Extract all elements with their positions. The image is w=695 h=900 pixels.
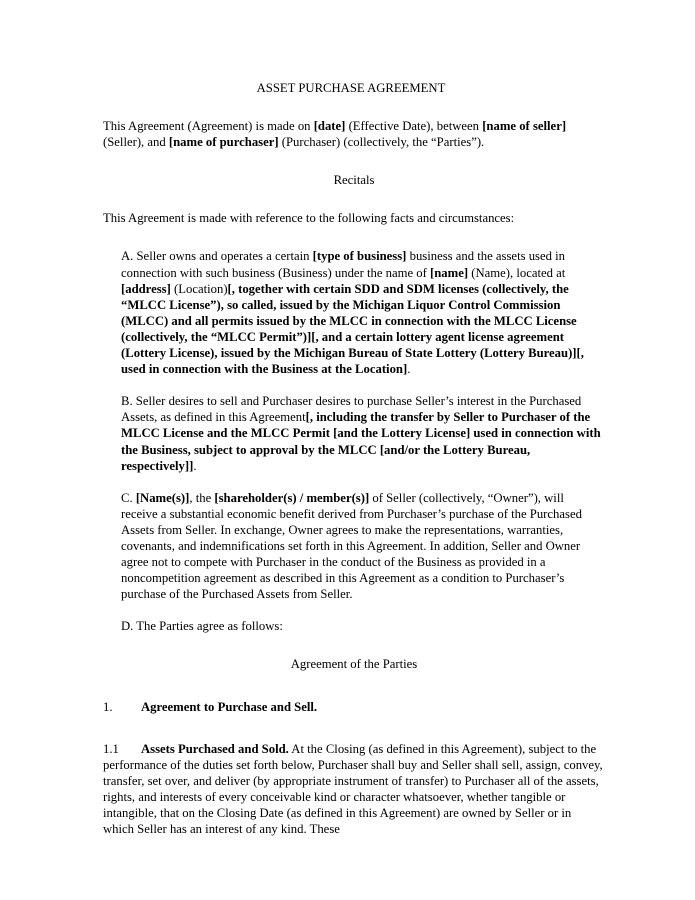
recital-b-text-2: . <box>193 458 197 473</box>
recital-b <box>121 393 601 473</box>
recital-a-text-5: . <box>407 362 411 377</box>
preamble-placeholder-purchaser: [name of purchaser] <box>168 135 279 150</box>
spacer <box>103 634 605 656</box>
recital-a-text-3: (Name), located at <box>468 265 566 280</box>
recitals-heading: Recitals <box>333 173 375 188</box>
recitals-intro: This Agreement is made with reference to the following facts and circumstances: <box>103 211 515 226</box>
preamble-placeholder-date: [date] <box>313 119 346 134</box>
recital-c-placeholder-names: [Name(s)] <box>135 490 190 505</box>
spacer <box>103 150 605 172</box>
recital-c-text-3: of Seller (collectively, “Owner”), will receive a substantial economic benefit derived from Purchaser’s purchase of the Purchased Assets from Seller. In exchange, Owner agrees to make the representations, warranties, covenants, and indemnifications set forth in this Agreement. In addition, Seller and Owner agree not to compete with Purchaser in the conduct of the Business as provided in a noncompetition agreement as described in this Agreement as a condition to Purchaser’s purchase of the Purchased Assets from Seller. <box>121 490 582 602</box>
recital-a-placeholder-business-type: [type of business] <box>312 249 407 264</box>
recital-a-placeholder-address: [address] <box>121 281 171 296</box>
preamble-paragraph <box>103 118 605 150</box>
agreement-heading: Agreement of the Parties <box>290 657 418 672</box>
recital-a-text-1: A. Seller owns and operates a certain <box>121 249 313 264</box>
spacer <box>103 474 605 490</box>
spacer <box>103 602 605 618</box>
recital-b-text-1: B. Seller desires to sell and Purchaser desires to purchase Seller’s interest in the Purchased Assets, as defined in this Agreement <box>121 394 582 425</box>
recital-a <box>121 248 601 377</box>
section-1-1 <box>103 741 605 838</box>
recital-c-text-2: , the <box>189 490 215 505</box>
recital-d: D. The Parties agree as follows: <box>121 619 283 634</box>
preamble-text-2: (Effective Date), between <box>345 119 483 134</box>
spacer <box>103 188 605 210</box>
recital-a-optional-clause: [, together with certain SDD and SDM licenses (collectively, the “MLCC License”), so called, issued by the Michigan Liquor Control Commission (MLCC) and all permits issued by the MLCC in connection with the MLCC License (collectively, the “MLCC Permit”)][, and a certain lottery agent license agreement (Lottery License), issued by the Michigan Bureau of State Lottery (Lottery Bureau)][, used in connection with the Business at the Location] <box>121 281 584 377</box>
preamble-text-3: (Seller), and <box>103 135 169 150</box>
preamble-placeholder-seller: [name of seller] <box>482 119 567 134</box>
preamble-text-1: This Agreement (Agreement) is made on <box>103 119 314 134</box>
recital-a-placeholder-name: [name] <box>430 265 469 280</box>
spacer <box>103 673 605 699</box>
section-1-1-body: At the Closing (as defined in this Agreement), subject to the performance of the duties set forth below, Purchaser shall buy and Seller shall sell, assign, convey, transfer, set over, and deliver (by appropriate instrument of transfer) to Purchaser all of the assets, rights, and interests of every conceivable kind or character whatsoever, whether tangible or intangible, that on the Closing Date (as defined in this Agreement) are owned by Seller or in which Seller has an interest of any kind. These <box>103 741 603 837</box>
spacer <box>103 377 605 393</box>
recital-a-text-4: (Location) <box>170 281 228 296</box>
spacer <box>103 226 605 248</box>
recital-c-text-1: C. <box>121 490 136 505</box>
section-1-heading: Agreement to Purchase and Sell. <box>141 699 318 714</box>
spacer <box>103 715 605 741</box>
recital-a-text-2: business and the assets used in connection with such business (Business) under the name of <box>121 249 565 280</box>
page-title: ASSET PURCHASE AGREEMENT <box>256 81 446 95</box>
section-1-1-number: 1.1 <box>103 741 119 756</box>
recital-b-optional-clause: [, including the transfer by Seller to Purchaser of the MLCC License and the MLCC Permit [and the Lottery License] used in connection with the Business, subject to approval by the MLCC [and/or the Lottery Bureau, respectively]] <box>121 410 601 473</box>
recital-c-placeholder-shareholders: [shareholder(s) / member(s)] <box>214 490 370 505</box>
preamble-text-4: (Purchaser) (collectively, the “Parties”). <box>278 135 485 150</box>
section-1-1-heading: Assets Purchased and Sold. <box>141 741 289 756</box>
section-1-number: 1. <box>103 699 113 714</box>
recital-c <box>121 490 601 603</box>
section-1 <box>103 699 605 715</box>
